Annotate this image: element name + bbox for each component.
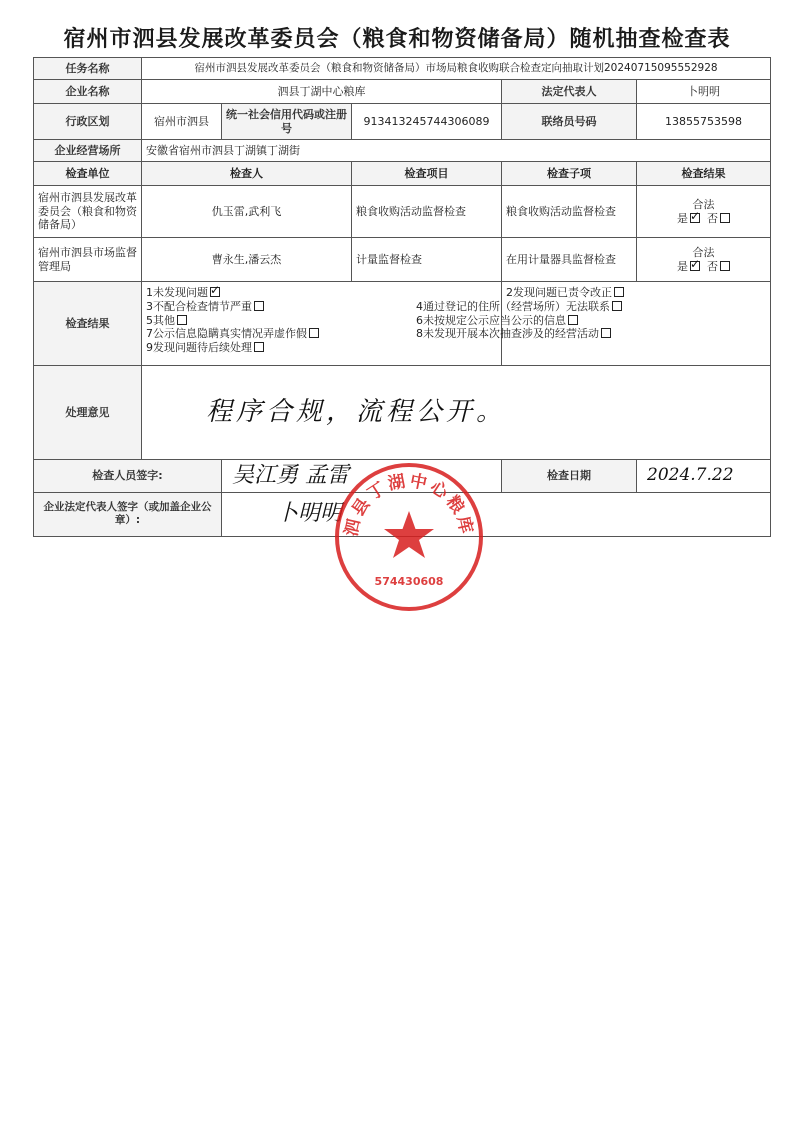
inspector-signature: 吴江勇 孟雷 [232, 463, 349, 488]
no-checkbox[interactable] [720, 261, 730, 271]
header-item: 检查项目 [352, 162, 502, 186]
inspection-unit: 宿州市泗县发展改革委员会（粮食和物资储备局） [34, 186, 142, 238]
result-option-checkbox[interactable] [614, 287, 624, 297]
inspection-inspector: 曹永生,潘云杰 [142, 238, 352, 282]
result-option [506, 286, 766, 300]
credit-code-label: 统一社会信用代码或注册号 [222, 104, 352, 140]
result-option-checkbox[interactable] [254, 342, 264, 352]
rep-signature: 卜明明 [276, 501, 343, 527]
result-option-label: 1未发现问题 [146, 286, 208, 299]
opinion-row [34, 366, 771, 460]
no-label: 否 [707, 211, 719, 225]
inspection-subitem: 粮食收购活动监督检查 [502, 186, 637, 238]
legal-rep: 卜明明 [637, 80, 771, 104]
result-option-label: 5其他 [146, 313, 175, 327]
task-label: 任务名称 [34, 58, 142, 80]
result-option-checkbox[interactable] [177, 315, 187, 325]
region-value: 宿州市泗县 [142, 104, 222, 140]
result-option-checkbox[interactable] [210, 287, 220, 297]
inspection-result [637, 186, 771, 238]
credit-code: 913413245744306089 [352, 104, 502, 140]
opinion-label: 处理意见 [34, 366, 142, 460]
result-option [146, 286, 497, 300]
inspector-signature-label: 检查人员签字: [34, 460, 222, 493]
task-row [34, 58, 771, 80]
no-checkbox[interactable] [720, 213, 730, 223]
result-options [641, 212, 766, 226]
address-label: 企业经营场所 [34, 140, 142, 162]
inspection-item: 计量监督检查 [352, 238, 502, 282]
seal-text: 泗县丁湖中心粮库 [341, 471, 477, 539]
yes-checkbox[interactable] [690, 261, 700, 271]
region-label: 行政区划 [34, 104, 142, 140]
page-title: 宿州市泗县发展改革委员会（粮食和物资储备局）随机抽查检查表 [63, 27, 731, 52]
inspection-item: 粮食收购活动监督检查 [352, 186, 502, 238]
result-option-label: 3不配合检查情节严重 [146, 299, 252, 313]
yes-label: 是 [677, 259, 689, 273]
result-option-label: 9发现问题待后续处理 [146, 341, 252, 354]
result-option-checkbox[interactable] [612, 301, 622, 311]
company-name-label: 企业名称 [34, 80, 142, 104]
inspection-date: 2024.7.22 [647, 465, 734, 486]
inspection-date-label: 检查日期 [502, 460, 637, 493]
result-label: 合法 [692, 245, 715, 259]
address-value: 安徽省宿州市泗县丁湖镇丁湖街 [142, 140, 771, 162]
yes-label: 是 [677, 211, 689, 225]
inspection-form-table [33, 57, 771, 537]
company-row [34, 80, 771, 104]
region-row [34, 104, 771, 140]
result-option [146, 341, 497, 355]
results-row [34, 282, 771, 366]
inspection-unit: 宿州市泗县市场监督管理局 [34, 238, 142, 282]
header-subitem: 检查子项 [502, 162, 637, 186]
result-option-checkbox[interactable] [568, 315, 578, 325]
rep-signature-label: 企业法定代表人签字（或加盖企业公章）: [34, 492, 222, 536]
liaison-number: 13855753598 [637, 104, 771, 140]
company-name: 泗县丁湖中心粮库 [142, 80, 502, 104]
inspection-row [34, 238, 771, 282]
result-option-label: 4通过登记的住所（经营场所）无法联系 [416, 299, 610, 313]
result-options [641, 260, 766, 274]
header-unit: 检查单位 [34, 162, 142, 186]
rep-signature-cell [222, 492, 771, 536]
inspector-signature-cell [222, 460, 502, 493]
opinion-handwriting: 程序合规，流程公开。 [206, 397, 507, 428]
liaison-label: 联络员号码 [502, 104, 637, 140]
no-label: 否 [707, 259, 719, 273]
result-option-label: 7公示信息隐瞒真实情况弄虚作假 [146, 327, 307, 341]
result-label: 合法 [692, 197, 715, 211]
inspection-date-cell [637, 460, 771, 493]
yes-checkbox[interactable] [690, 213, 700, 223]
legal-rep-label: 法定代表人 [502, 80, 637, 104]
inspection-row [34, 186, 771, 238]
result-option-checkbox[interactable] [254, 301, 264, 311]
inspection-result [637, 238, 771, 282]
result-option-label: 6未按规定公示应当公示的信息 [416, 313, 566, 327]
results-label: 检查结果 [34, 282, 142, 366]
result-option-checkbox[interactable] [309, 328, 319, 338]
opinion-cell [142, 366, 771, 460]
result-option [416, 314, 766, 328]
inspection-inspector: 仇玉雷,武利飞 [142, 186, 352, 238]
result-option [416, 327, 766, 341]
task-value: 宿州市泗县发展改革委员会（粮食和物资储备局）市场局粮食收购联合检查定向抽取计划20240715095552928 [142, 58, 771, 80]
result-option-label: 8未发现开展本次抽查涉及的经营活动 [416, 327, 599, 341]
inspector-signature-row [34, 460, 771, 493]
header-inspector: 检查人 [142, 162, 352, 186]
rep-signature-row [34, 492, 771, 536]
result-option-label: 2发现问题已责令改正 [506, 286, 612, 299]
result-option [416, 300, 766, 314]
inspection-header-row [34, 162, 771, 186]
seal-code: 574430608 [374, 575, 444, 588]
header-result: 检查结果 [637, 162, 771, 186]
result-option-checkbox[interactable] [601, 328, 611, 338]
address-row [34, 140, 771, 162]
results-right-list [416, 282, 771, 366]
inspection-subitem: 在用计量器具监督检查 [502, 238, 637, 282]
